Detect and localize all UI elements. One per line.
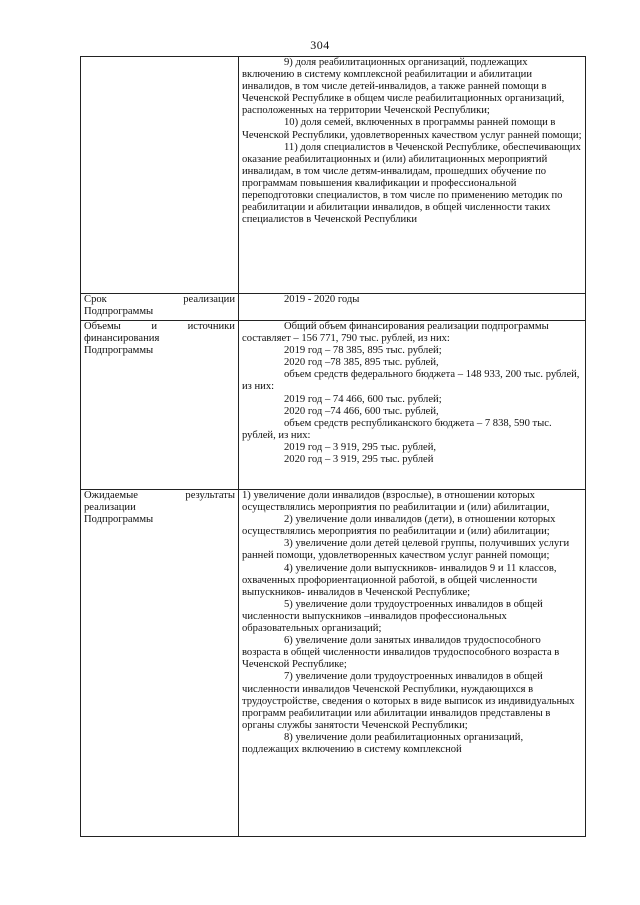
paragraph: 2019 - 2020 годы (284, 294, 360, 305)
row-label (81, 490, 239, 837)
table-row-indicators-continued (81, 57, 586, 294)
page-number: 304 (310, 38, 330, 52)
label-word: источники (187, 321, 235, 332)
row-label-empty (81, 57, 239, 294)
paragraph: 7) увеличение доли трудоустроенных инвалидов в общей численности инвалидов Чеченской Республики, нуждающихся в трудоустройстве, сведения о которых в виде выписок из индивидуальных программ реабилитации или абилитации инвалидов представлены в органы службы занятости Чеченской Республики; (242, 671, 575, 731)
label-word: финансирования (84, 333, 160, 345)
paragraph: 2019 год – 78 385, 895 тыс. рублей; (284, 345, 442, 357)
subprogram-passport-table (80, 56, 586, 837)
paragraph: 6) увеличение доли занятых инвалидов трудоспособного возраста в общей численности инвалидов трудоспособного возраста в Чеченской Республике; (242, 635, 560, 671)
paragraph: 2020 год –74 466, 600 тыс. рублей, (284, 405, 439, 417)
table-row-term (81, 294, 586, 321)
paragraph: 2020 год –78 385, 895 тыс. рублей, (284, 357, 439, 369)
label-word: Подпрограммы (84, 306, 154, 318)
label-word: Подпрограммы (84, 514, 154, 526)
row-content (239, 294, 586, 321)
paragraph: 10) доля семей, включенных в программы ранней помощи в Чеченской Республики, удовлетворенных качеством услуг ранней помощи; (242, 117, 582, 141)
label-word: Подпрограммы (84, 345, 154, 357)
paragraph: 9) доля реабилитационных организаций, подлежащих включению в систему комплексной реабилитации и абилитации инвалидов, в том числе детей-инвалидов, а также ранней помощи в Чеченской Республике в общем числе реабилитационных организаций, расположенных на территории Чеченской Республики; (242, 57, 565, 117)
paragraph: 2019 год – 74 466, 600 тыс. рублей; (284, 393, 442, 405)
paragraph: 1) увеличение доли инвалидов (взрослые), в отношении которых осуществлялись мероприятия по реабилитации и (или) абилитации, (242, 490, 550, 514)
paragraph: 3) увеличение доли детей целевой группы, получивших услуги ранней помощи, удовлетворенных качеством услуг ранней помощи; (242, 538, 570, 562)
row-label (81, 294, 239, 321)
label-word: и (151, 321, 158, 332)
paragraph: объем средств федерального бюджета – 148 933, 200 тыс. рублей, из них: (242, 369, 580, 393)
label-word: результаты (185, 490, 235, 501)
paragraph: объем средств республиканского бюджета – 7 838, 590 тыс. рублей, из них: (242, 417, 552, 441)
row-content (239, 321, 586, 490)
paragraph: 4) увеличение доли выпускников- инвалидов 9 и 11 классов, охваченных профориентационной работой, в общей численности выпускников- инвалидов в Чеченской Республике; (242, 562, 557, 598)
row-label (81, 321, 239, 490)
table-row-financing (81, 321, 586, 490)
paragraph: 5) увеличение доли трудоустроенных инвалидов в общей численности выпускников –инвалидов профессиональных образовательных организаций; (242, 598, 543, 635)
row-content (239, 490, 586, 837)
paragraph: 2019 год – 3 919, 295 тыс. рублей, (284, 441, 437, 453)
paragraph: 2020 год – 3 919, 295 тыс. рублей (284, 454, 434, 466)
label-word: реализации (84, 502, 136, 514)
label-word: реализации (183, 294, 235, 305)
paragraph: 11) доля специалистов в Чеченской Республике, обеспечивающих оказание реабилитационных и (или) абилитационных мероприятий инвалидам, в том числе детям-инвалидам, прошедших обучение по программам повышения квалификации и профессиональной переподготовки специалистов, в том числе по применению методик по реабилитации и абилитации инвалидов, в общей численности таких специалистов в Чеченской Республики (242, 141, 581, 226)
paragraph: Общий объем финансирования реализации подпрограммы составляет – 156 771, 790 тыс. рублей, из них: (242, 321, 549, 345)
label-word: Объемы (84, 321, 121, 332)
paragraph: 8) увеличение доли реабилитационных организаций, подлежащих включению в систему комплексной (242, 731, 524, 755)
label-word: Срок (84, 294, 107, 305)
table-row-expected-results (81, 490, 586, 837)
label-word: Ожидаемые (84, 490, 138, 501)
row-content (239, 57, 586, 294)
paragraph: 2) увеличение доли инвалидов (дети), в отношении которых осуществлялись мероприятия по реабилитации и (или) абилитации; (242, 514, 556, 538)
